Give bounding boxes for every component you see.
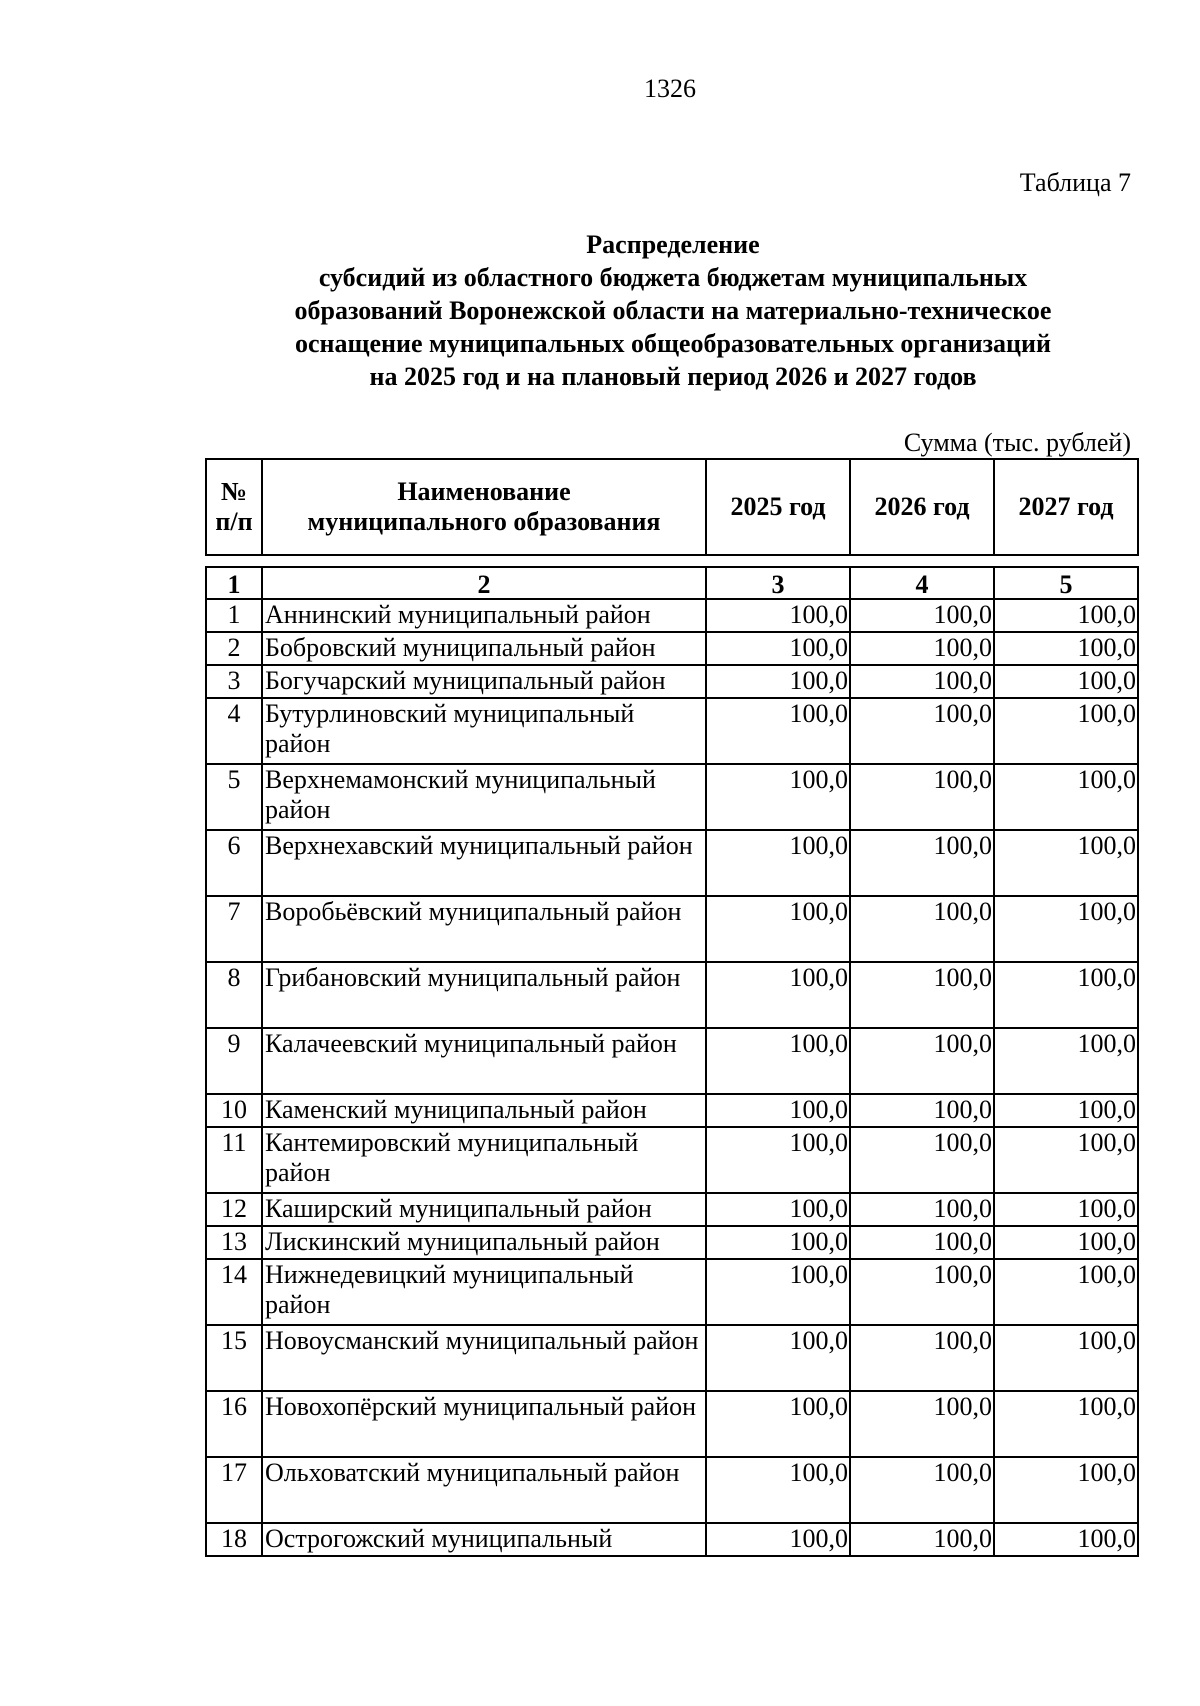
value-2026: 100,0 (850, 896, 994, 962)
row-number: 5 (206, 764, 262, 830)
value-2026: 100,0 (850, 1457, 994, 1523)
row-name: Богучарский муниципальный район (262, 665, 706, 698)
value-2026: 100,0 (850, 1259, 994, 1325)
table-row (206, 1193, 1138, 1226)
table-row (206, 1259, 1138, 1325)
table-label: Таблица 7 (1019, 168, 1131, 197)
value-2027: 100,0 (994, 764, 1138, 830)
column-number: 1 (206, 567, 262, 599)
units-label: Сумма (тыс. рублей) (903, 428, 1131, 457)
value-2025: 100,0 (706, 1259, 850, 1325)
value-2027: 100,0 (994, 896, 1138, 962)
row-number: 9 (206, 1028, 262, 1094)
row-number: 17 (206, 1457, 262, 1523)
value-2027: 100,0 (994, 698, 1138, 764)
table-header (205, 458, 1139, 556)
value-2026: 100,0 (850, 1028, 994, 1094)
row-number: 3 (206, 665, 262, 698)
value-2026: 100,0 (850, 1523, 994, 1556)
value-2025: 100,0 (706, 1457, 850, 1523)
value-2025: 100,0 (706, 764, 850, 830)
table-row (206, 830, 1138, 896)
row-number: 12 (206, 1193, 262, 1226)
value-2025: 100,0 (706, 698, 850, 764)
row-name: Грибановский муниципальный район (262, 962, 706, 1028)
title-line: оснащение муниципальных общеобразовательных организаций (295, 329, 1051, 358)
table-row (206, 764, 1138, 830)
row-number: 15 (206, 1325, 262, 1391)
value-2026: 100,0 (850, 1325, 994, 1391)
title-line: образований Воронежской области на материально-техническое (294, 296, 1052, 325)
value-2027: 100,0 (994, 1028, 1138, 1094)
table-row (206, 665, 1138, 698)
value-2027: 100,0 (994, 599, 1138, 632)
value-2027: 100,0 (994, 1259, 1138, 1325)
table-row (206, 962, 1138, 1028)
value-2027: 100,0 (994, 962, 1138, 1028)
value-2027: 100,0 (994, 632, 1138, 665)
row-name: Верхнемамонский муниципальный район (262, 764, 706, 830)
row-number: 11 (206, 1127, 262, 1193)
column-numbers-row (206, 567, 1138, 599)
value-2025: 100,0 (706, 896, 850, 962)
value-2027: 100,0 (994, 1094, 1138, 1127)
page-number: 1326 (644, 74, 696, 103)
row-number: 6 (206, 830, 262, 896)
value-2027: 100,0 (994, 1523, 1138, 1556)
row-name: Бутурлиновский муниципальный район (262, 698, 706, 764)
value-2026: 100,0 (850, 764, 994, 830)
value-2026: 100,0 (850, 830, 994, 896)
row-number: 4 (206, 698, 262, 764)
row-name: Нижнедевицкий муниципальный район (262, 1259, 706, 1325)
value-2027: 100,0 (994, 1391, 1138, 1457)
value-2026: 100,0 (850, 1127, 994, 1193)
row-number: 1 (206, 599, 262, 632)
column-number: 3 (706, 567, 850, 599)
row-number: 8 (206, 962, 262, 1028)
value-2025: 100,0 (706, 632, 850, 665)
row-name: Аннинский муниципальный район (262, 599, 706, 632)
table-row (206, 1457, 1138, 1523)
row-name: Новоусманский муниципальный район (262, 1325, 706, 1391)
value-2027: 100,0 (994, 1226, 1138, 1259)
value-2025: 100,0 (706, 1193, 850, 1226)
title-line: Распределение (586, 230, 760, 259)
value-2026: 100,0 (850, 962, 994, 1028)
value-2025: 100,0 (706, 665, 850, 698)
value-2025: 100,0 (706, 962, 850, 1028)
table-row (206, 1094, 1138, 1127)
title-line: на 2025 год и на плановый период 2026 и 2027 годов (369, 362, 977, 391)
table-row (206, 1523, 1138, 1556)
header-2026: 2026 год (850, 459, 994, 555)
row-name: Бобровский муниципальный район (262, 632, 706, 665)
row-number: 16 (206, 1391, 262, 1457)
table-row (206, 896, 1138, 962)
row-name: Лискинский муниципальный район (262, 1226, 706, 1259)
value-2025: 100,0 (706, 1523, 850, 1556)
data-table (205, 566, 1139, 1557)
value-2025: 100,0 (706, 1028, 850, 1094)
document-title (200, 228, 1146, 393)
value-2026: 100,0 (850, 1391, 994, 1457)
value-2026: 100,0 (850, 1193, 994, 1226)
value-2027: 100,0 (994, 1127, 1138, 1193)
value-2027: 100,0 (994, 665, 1138, 698)
value-2027: 100,0 (994, 1325, 1138, 1391)
row-name: Воробьёвский муниципальный район (262, 896, 706, 962)
table-row (206, 1226, 1138, 1259)
row-name: Верхнехавский муниципальный район (262, 830, 706, 896)
value-2027: 100,0 (994, 1457, 1138, 1523)
table-row (206, 632, 1138, 665)
value-2025: 100,0 (706, 1325, 850, 1391)
row-name: Ольховатский муниципальный район (262, 1457, 706, 1523)
row-name: Каширский муниципальный район (262, 1193, 706, 1226)
table-row (206, 599, 1138, 632)
header-name: Наименование муниципального образования (262, 459, 706, 555)
row-name: Кантемировский муниципальный район (262, 1127, 706, 1193)
value-2025: 100,0 (706, 1391, 850, 1457)
value-2025: 100,0 (706, 830, 850, 896)
value-2026: 100,0 (850, 1226, 994, 1259)
row-number: 14 (206, 1259, 262, 1325)
column-number: 2 (262, 567, 706, 599)
column-number: 4 (850, 567, 994, 599)
row-name: Острогожский муниципальный (262, 1523, 706, 1556)
value-2026: 100,0 (850, 698, 994, 764)
table-row (206, 1127, 1138, 1193)
row-number: 7 (206, 896, 262, 962)
row-name: Калачеевский муниципальный район (262, 1028, 706, 1094)
table-row (206, 698, 1138, 764)
row-number: 18 (206, 1523, 262, 1556)
value-2025: 100,0 (706, 599, 850, 632)
value-2026: 100,0 (850, 599, 994, 632)
row-name: Новохопёрский муниципальный район (262, 1391, 706, 1457)
value-2027: 100,0 (994, 830, 1138, 896)
value-2026: 100,0 (850, 1094, 994, 1127)
value-2026: 100,0 (850, 632, 994, 665)
value-2026: 100,0 (850, 665, 994, 698)
column-number: 5 (994, 567, 1138, 599)
row-number: 2 (206, 632, 262, 665)
value-2025: 100,0 (706, 1127, 850, 1193)
value-2025: 100,0 (706, 1094, 850, 1127)
row-name: Каменский муниципальный район (262, 1094, 706, 1127)
value-2025: 100,0 (706, 1226, 850, 1259)
row-number: 10 (206, 1094, 262, 1127)
table-row (206, 1325, 1138, 1391)
header-num: № п/п (206, 459, 262, 555)
header-row (206, 459, 1138, 555)
table-row (206, 1028, 1138, 1094)
row-number: 13 (206, 1226, 262, 1259)
value-2027: 100,0 (994, 1193, 1138, 1226)
header-2025: 2025 год (706, 459, 850, 555)
header-2027: 2027 год (994, 459, 1138, 555)
title-line: субсидий из областного бюджета бюджетам муниципальных (318, 263, 1028, 292)
table-row (206, 1391, 1138, 1457)
